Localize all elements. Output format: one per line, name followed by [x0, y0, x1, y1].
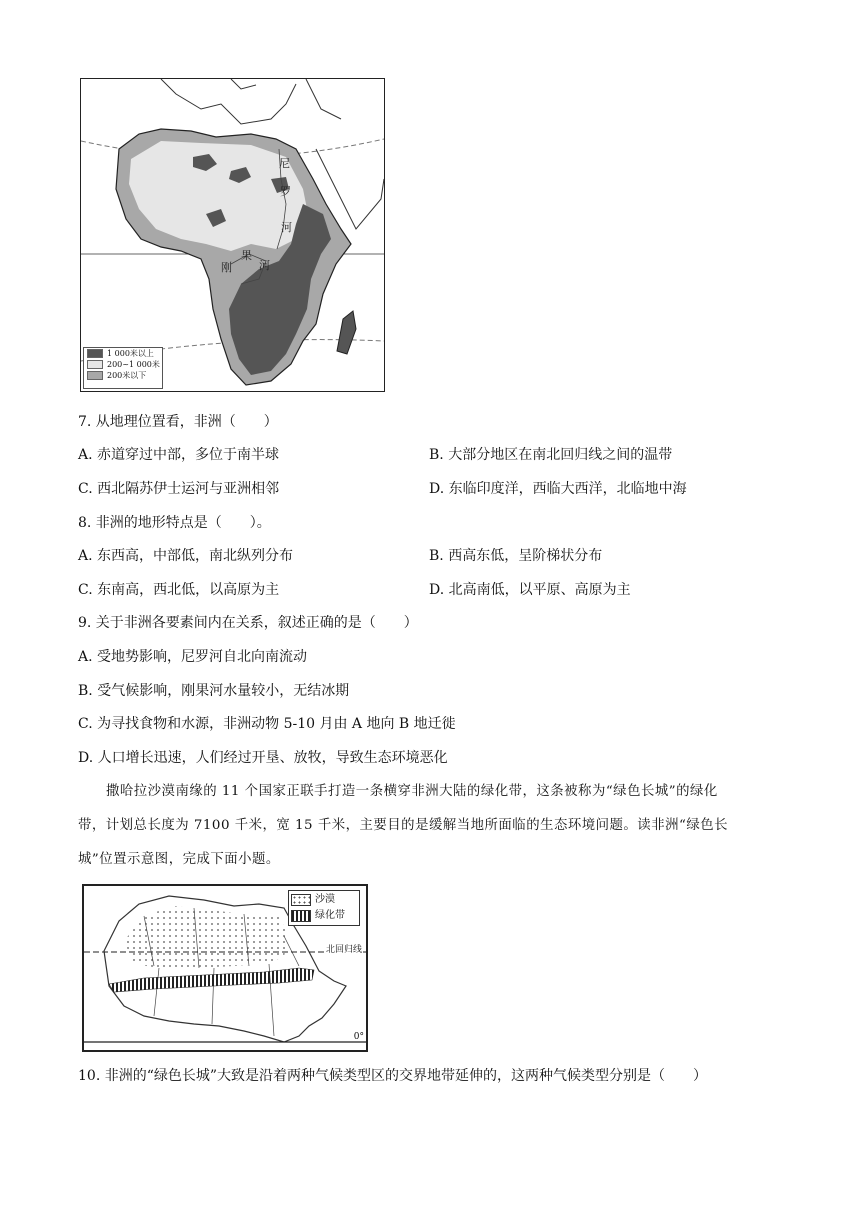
q9-option-b[interactable]: B. 受气候影响，刚果河水量较小，无结冰期	[78, 683, 350, 699]
legend-label-low: 200米以下	[107, 371, 147, 380]
river-label-guo: 果	[241, 249, 252, 262]
river-label-gang: 刚	[221, 261, 232, 274]
tropic-label: 北回归线	[326, 942, 362, 955]
q7-stem: 7. 从地理位置看，非洲（ ）	[78, 414, 278, 430]
africa-terrain-map	[80, 78, 385, 392]
passage-line-1: 撒哈拉沙漠南缘的 11 个国家正联手打造一条横穿非洲大陆的绿化带，这条被称为“绿色长城”的绿化	[106, 784, 718, 799]
green-wall-map	[82, 884, 368, 1052]
legend-swatch-low	[87, 371, 103, 380]
q8-option-d[interactable]: D. 北高南低，以平原、高原为主	[429, 582, 631, 598]
madagascar	[337, 311, 356, 354]
legend-swatch-desert	[291, 894, 311, 906]
q7-option-c[interactable]: C. 西北隔苏伊士运河与亚洲相邻	[78, 481, 280, 497]
terrain-legend	[83, 347, 163, 389]
africa-terrain-svg	[81, 79, 384, 391]
legend-label-high: 1 000米以上	[107, 349, 154, 358]
legend-label-mid: 200~1 000米	[107, 360, 160, 369]
q8-stem: 8. 非洲的地形特点是（ ）。	[78, 515, 271, 531]
q7-option-d[interactable]: D. 东临印度洋，西临大西洋，北临地中海	[429, 481, 687, 497]
q8-option-c[interactable]: C. 东南高，西北低，以高原为主	[78, 582, 280, 598]
river-label-he1: 河	[281, 221, 292, 234]
sahara-desert	[124, 906, 289, 968]
europe-coast	[161, 79, 296, 124]
legend-swatch-mid	[87, 360, 103, 369]
green-wall-legend	[288, 890, 360, 926]
q9-option-c[interactable]: C. 为寻找食物和水源，非洲动物 5-10 月由 A 地向 B 地迁徙	[78, 716, 456, 732]
legend-swatch-greenbelt	[291, 910, 311, 922]
q9-option-a[interactable]: A. 受地势影响，尼罗河自北向南流动	[78, 649, 308, 665]
legend-label-greenbelt: 绿化带	[315, 910, 345, 921]
river-label-ni: 尼	[279, 157, 290, 170]
passage-line-2: 带，计划总长度为 7100 千米，宽 15 千米，主要目的是缓解当地所面临的生态环境问题。读非洲“绿色长	[78, 818, 729, 833]
q8-option-b[interactable]: B. 西高东低，呈阶梯状分布	[429, 548, 603, 564]
q7-option-a[interactable]: A. 赤道穿过中部，多位于南半球	[78, 447, 280, 463]
legend-swatch-high	[87, 349, 103, 358]
q9-option-d[interactable]: D. 人口增长迅速，人们经过开垦、放牧，导致生态环境恶化	[78, 750, 448, 766]
passage-line-3: 城”位置示意图，完成下面小题。	[78, 852, 280, 867]
q9-stem: 9. 关于非洲各要素间内在关系，叙述正确的是（ ）	[78, 615, 418, 631]
legend-label-desert: 沙漠	[315, 894, 335, 905]
river-label-he2: 河	[259, 259, 270, 272]
river-label-luo: 罗	[280, 185, 291, 198]
q10-stem: 10. 非洲的“绿色长城”大致是沿着两种气候类型区的交界地带延伸的，这两种气候类型分别是（ ）	[78, 1068, 708, 1084]
q7-option-b[interactable]: B. 大部分地区在南北回归线之间的温带	[429, 447, 673, 463]
q8-option-a[interactable]: A. 东西高，中部低，南北纵列分布	[78, 548, 294, 564]
equator-label: 0°	[353, 1032, 364, 1042]
